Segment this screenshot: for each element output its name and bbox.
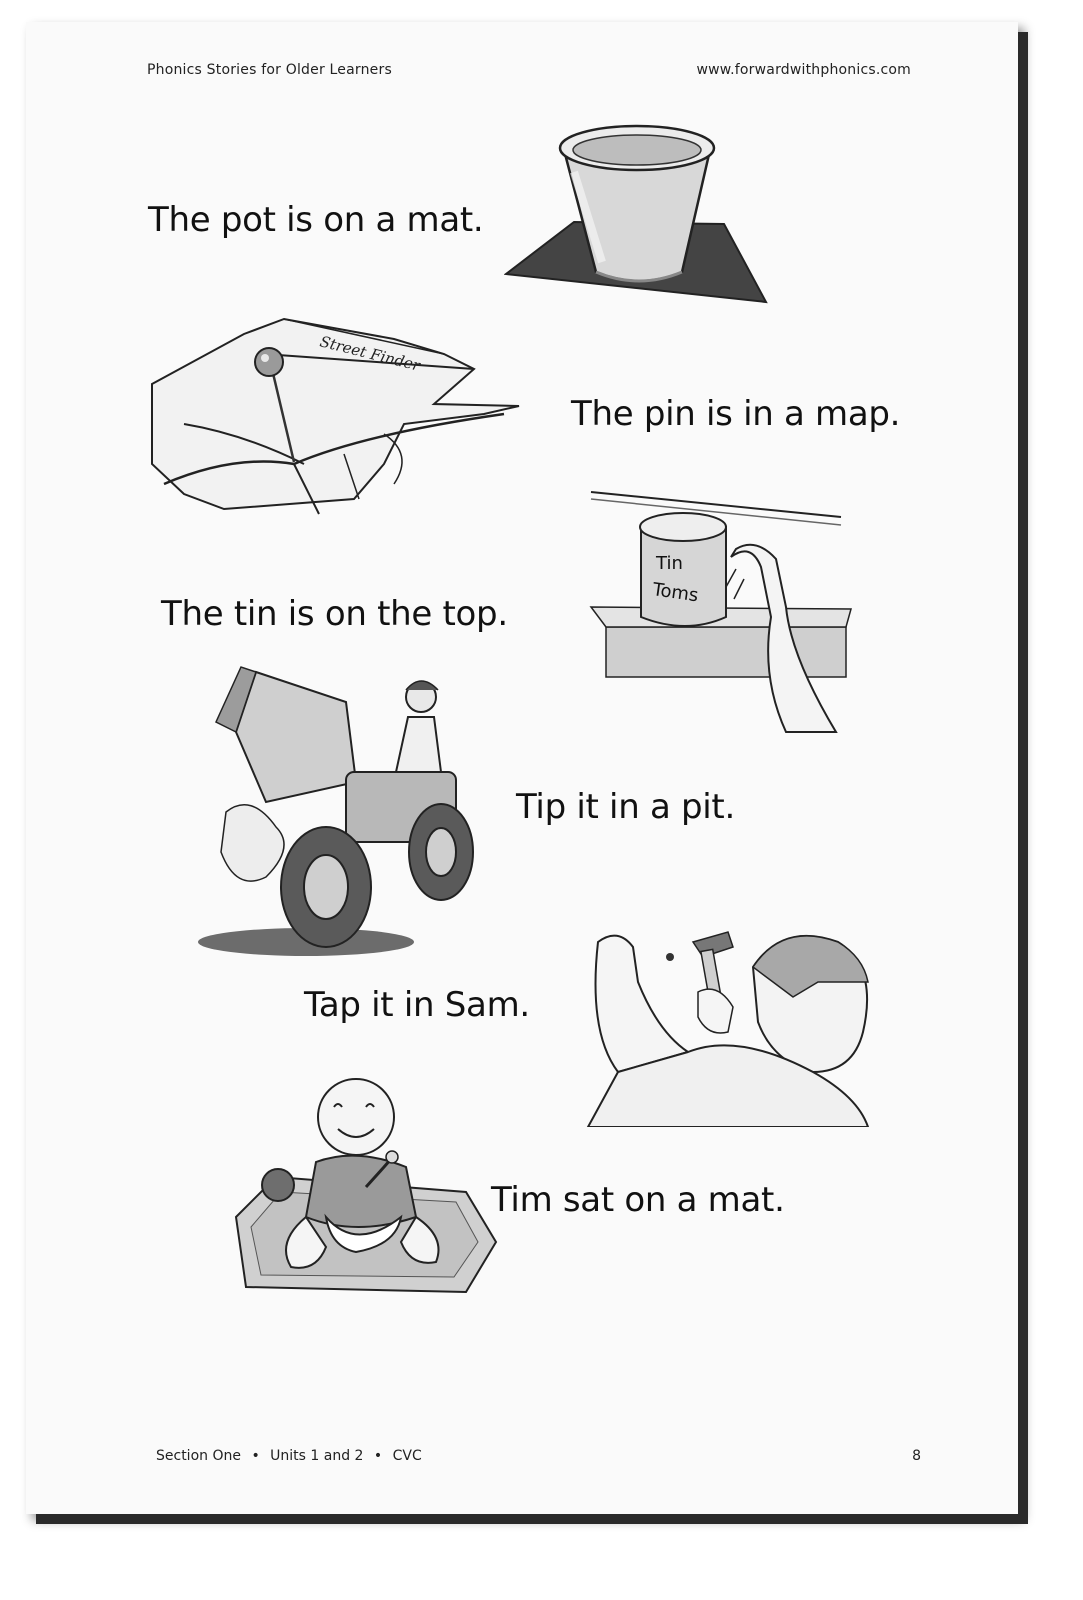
footer-units: Units 1 and 2 [270, 1448, 364, 1464]
baby-mat-illustration [216, 1067, 501, 1297]
footer-section-info [156, 1448, 422, 1464]
footer-separator: • [373, 1448, 383, 1464]
tin-label-top: Tin [656, 553, 683, 574]
page-number: 8 [912, 1448, 921, 1464]
footer-separator: • [251, 1448, 260, 1464]
sentence-pot: The pot is on a mat. [148, 200, 484, 240]
tin-label-bottom: Toms [651, 579, 700, 607]
pot-on-mat-illustration [504, 112, 769, 322]
sentence-tin: The tin is on the top. [161, 594, 508, 634]
sentence-tim: Tim sat on a mat. [491, 1180, 785, 1220]
dumper-truck-illustration [196, 662, 481, 962]
footer-section: Section One [156, 1448, 241, 1464]
sentence-tap: Tap it in Sam. [304, 985, 530, 1025]
hammering-boy-illustration [578, 922, 878, 1127]
map-label: Street Finder [318, 332, 422, 375]
sentence-tip: Tip it in a pit. [516, 787, 735, 827]
website-url: www.forwardwithphonics.com [696, 62, 911, 78]
map-pin-illustration [144, 314, 524, 524]
sentence-pin: The pin is in a map. [571, 394, 901, 434]
tin-shelf-illustration [586, 487, 856, 737]
book-title: Phonics Stories for Older Learners [147, 62, 392, 78]
book-page [26, 22, 1018, 1514]
footer-pattern: CVC [392, 1448, 422, 1464]
